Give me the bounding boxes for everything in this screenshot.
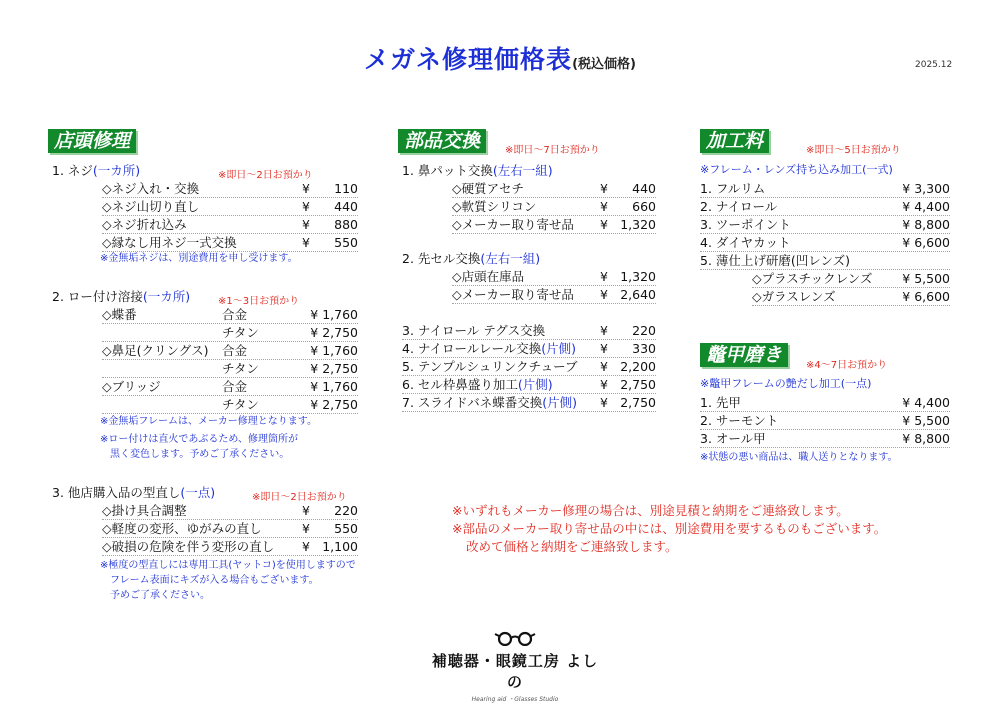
tento-s2-material: 合金 <box>222 379 248 394</box>
yen-sign: ¥ <box>600 287 608 302</box>
buhin-s2-row <box>452 268 656 286</box>
tento-s1-row <box>102 216 358 234</box>
buhin-list-text: 6. セル枠鼻盛り加工 <box>402 377 518 392</box>
buhin-s2-row <box>452 286 656 304</box>
tento-s2-row <box>102 360 358 378</box>
tento-s2-price: ¥ 1,760 <box>310 343 358 358</box>
note-3: 改めて価格と納期をご連絡致します。 <box>466 539 678 554</box>
tento-s2-price: ¥ 2,750 <box>310 325 358 340</box>
buhin-list-text: 5. テンプルシュリンクチューブ <box>402 359 578 374</box>
buhin-list-label <box>402 322 545 340</box>
tento-s3-price: 550 <box>334 521 358 536</box>
kakou-row <box>752 288 950 306</box>
buhin-list-label <box>402 376 553 394</box>
bekko-price: ¥ 4,400 <box>902 395 950 410</box>
tento-s2-foot2b: 黒く変色します。予めご了承ください。 <box>110 449 290 460</box>
buhin-s1-label: ◇硬質アセチ <box>452 181 524 196</box>
tento-s2-price: ¥ 2,750 <box>310 361 358 376</box>
tento-s2-foot1: ※金無垢フレームは、メーカー修理となります。 <box>100 416 317 427</box>
kakou-header: 加工料 <box>700 129 769 153</box>
kakou-label: ◇プラスチックレンズ <box>752 271 873 286</box>
buhin-list-paren: (片側) <box>517 377 553 392</box>
kakou-note: ※即日～5日お預かり <box>806 145 901 156</box>
buhin-list-paren: (片側) <box>542 395 578 410</box>
shop-name: 補聴器・眼鏡工房 よしの <box>431 652 599 691</box>
tento-header: 店頭修理 <box>48 129 136 153</box>
page-title <box>0 40 1000 76</box>
buhin-list-price: 2,200 <box>620 359 656 374</box>
buhin-s1-price: 1,320 <box>620 217 656 232</box>
tento-s2-label: ◇ブリッジ <box>102 379 161 394</box>
yen-sign: ¥ <box>600 395 608 410</box>
kakou-price: ¥ 5,500 <box>902 271 950 286</box>
kakou-row <box>700 180 950 198</box>
tento-s1-label: ◇ネジ山切り直し <box>102 199 200 214</box>
shop-subtitle: Hearing aid ・Glasses Studio <box>471 696 559 703</box>
buhin-s2-price: 2,640 <box>620 287 656 302</box>
glasses-icon <box>494 630 536 646</box>
yen-sign: ¥ <box>302 521 310 536</box>
tento-s2-row <box>102 306 358 324</box>
bekko-price: ¥ 5,500 <box>902 413 950 428</box>
tento-s2-material: 合金 <box>222 307 248 322</box>
tento-s1-label: ◇ネジ折れ込み <box>102 217 187 232</box>
buhin-list-label <box>402 358 577 376</box>
tento-s3-row <box>102 538 358 556</box>
tento-s2-price: ¥ 1,760 <box>310 379 358 394</box>
tento-s1-price: 110 <box>334 181 358 196</box>
bekko-label: 3. オール甲 <box>700 431 766 446</box>
tento-s3-label: ◇掛け具合調整 <box>102 503 187 518</box>
bekko-foot: ※状態の悪い商品は、職人送りとなります。 <box>700 452 898 463</box>
kakou-label: 2. ナイロール <box>700 199 778 214</box>
tento-s2-label: ◇鼻足(クリングス) <box>102 343 209 358</box>
shop-logo <box>430 630 600 703</box>
tento-s2-note: ※1～3日お預かり <box>218 296 300 307</box>
buhin-s1-row <box>452 216 656 234</box>
buhin-s2-title: 2. 先セル交換(左右一組) <box>402 251 541 266</box>
title-main: メガネ修理価格表 <box>364 45 573 74</box>
tento-s1-label: ◇縁なし用ネジ一式交換 <box>102 235 237 250</box>
tento-s1-foot: ※金無垢ネジは、別途費用を申し受けます。 <box>100 253 298 264</box>
buhin-s1-title: 1. 鼻パット交換(左右一組) <box>402 163 553 178</box>
buhin-s1-label: ◇メーカー取り寄せ品 <box>452 217 574 232</box>
tento-s2-price: ¥ 1,760 <box>310 307 358 322</box>
buhin-list-label <box>402 394 577 412</box>
kakou-sub: ※フレーム・レンズ持ち込み加工(一式) <box>700 163 893 176</box>
tento-s3-foot3: 予めご了承ください。 <box>110 590 210 601</box>
yen-sign: ¥ <box>600 359 608 374</box>
kakou-row <box>700 198 950 216</box>
kakou-label: 1. フルリム <box>700 181 766 196</box>
tento-s3-row <box>102 502 358 520</box>
yen-sign: ¥ <box>302 235 310 250</box>
yen-sign: ¥ <box>302 539 310 554</box>
bekko-label: 1. 先甲 <box>700 395 741 410</box>
tento-s1-price: 550 <box>334 235 358 250</box>
yen-sign: ¥ <box>600 341 608 356</box>
buhin-list-row <box>402 340 656 358</box>
kakou-label: ◇ガラスレンズ <box>752 289 836 304</box>
tento-s2-row <box>102 324 358 342</box>
buhin-header: 部品交換 <box>398 129 486 153</box>
kakou-price: ¥ 6,600 <box>902 235 950 250</box>
buhin-list-price: 330 <box>632 341 656 356</box>
tento-s1-row <box>102 180 358 198</box>
bekko-price: ¥ 8,800 <box>902 431 950 446</box>
tento-s1-label: ◇ネジ入れ・交換 <box>102 181 200 196</box>
title-sub: (税込価格) <box>572 57 636 72</box>
tento-s3-title: 3. 他店購入品の型直し(一点) <box>52 485 216 500</box>
buhin-s1-row <box>452 180 656 198</box>
tento-s2-row <box>102 396 358 414</box>
bekko-note: ※4～7日お預かり <box>806 360 888 371</box>
tento-s2-row <box>102 342 358 360</box>
tento-s2-label: ◇蝶番 <box>102 307 137 322</box>
buhin-list-price: 2,750 <box>620 377 656 392</box>
tento-s2-material: 合金 <box>222 343 248 358</box>
tento-s2-row <box>102 378 358 396</box>
kakou-price: ¥ 6,600 <box>902 289 950 304</box>
buhin-note: ※即日～7日お預かり <box>505 145 600 156</box>
tento-s2-material: チタン <box>222 397 259 412</box>
kakou-row <box>700 252 950 270</box>
yen-sign: ¥ <box>600 199 608 214</box>
buhin-list-text: 7. スライドバネ蝶番交換 <box>402 395 543 410</box>
buhin-list-row <box>402 394 656 412</box>
bekko-sub: ※鼈甲フレームの艶だし加工(一点) <box>700 377 872 390</box>
buhin-list-text: 4. ナイロールレール交換 <box>402 341 542 356</box>
kakou-price: ¥ 3,300 <box>902 181 950 196</box>
kakou-price: ¥ 4,400 <box>902 199 950 214</box>
note-2: ※部品のメーカー取り寄せ品の中には、別途費用を要するものもございます。 <box>452 521 887 536</box>
buhin-s1-row <box>452 198 656 216</box>
kakou-row <box>752 270 950 288</box>
buhin-s2-label: ◇店頭在庫品 <box>452 269 525 284</box>
yen-sign: ¥ <box>302 199 310 214</box>
kakou-label: 5. 薄仕上げ研磨(凹レンズ) <box>700 253 850 268</box>
kakou-label: 3. ツーポイント <box>700 217 791 232</box>
tento-s3-note: ※即日～2日お預かり <box>252 492 347 503</box>
tento-s3-label: ◇破損の危険を伴う変形の直し <box>102 539 275 554</box>
tento-s1-price: 880 <box>334 217 358 232</box>
tento-s3-foot2: フレーム表面にキズが入る場合もございます。 <box>110 575 319 586</box>
tento-s1-title: 1. ネジ(一カ所) <box>52 163 141 178</box>
kakou-row <box>700 234 950 252</box>
yen-sign: ¥ <box>600 269 608 284</box>
buhin-list-price: 2,750 <box>620 395 656 410</box>
tento-s2-material: チタン <box>222 325 259 340</box>
tento-s2-material: チタン <box>222 361 259 376</box>
kakou-label: 4. ダイヤカット <box>700 235 791 250</box>
issue-date: 2025.12 <box>915 60 953 70</box>
bekko-row <box>700 412 950 430</box>
yen-sign: ¥ <box>600 217 608 232</box>
buhin-s1-price: 660 <box>632 199 656 214</box>
buhin-s2-price: 1,320 <box>620 269 656 284</box>
buhin-list-price: 220 <box>632 323 656 338</box>
tento-s3-foot1: ※極度の型直しには専用工具(ヤットコ)を使用しますので <box>100 560 356 571</box>
tento-s3-row <box>102 520 358 538</box>
buhin-s2-label: ◇メーカー取り寄せ品 <box>452 287 574 302</box>
yen-sign: ¥ <box>600 377 608 392</box>
yen-sign: ¥ <box>600 323 608 338</box>
yen-sign: ¥ <box>302 181 310 196</box>
note-1: ※いずれもメーカー修理の場合は、別途見積と納期をご連絡致します。 <box>452 503 849 518</box>
buhin-s1-label: ◇軟質シリコン <box>452 199 537 214</box>
tento-s2-price: ¥ 2,750 <box>310 397 358 412</box>
tento-s3-price: 220 <box>334 503 358 518</box>
tento-s3-label: ◇軽度の変形、ゆがみの直し <box>102 521 262 536</box>
kakou-price: ¥ 8,800 <box>902 217 950 232</box>
tento-s1-row <box>102 234 358 252</box>
tento-s1-note: ※即日～2日お預かり <box>218 170 313 181</box>
yen-sign: ¥ <box>302 503 310 518</box>
tento-s1-price: 440 <box>334 199 358 214</box>
buhin-list-row <box>402 358 656 376</box>
buhin-list-label <box>402 340 576 358</box>
buhin-s1-price: 440 <box>632 181 656 196</box>
tento-s1-row <box>102 198 358 216</box>
yen-sign: ¥ <box>600 181 608 196</box>
tento-s3-price: 1,100 <box>322 539 358 554</box>
buhin-list-text: 3. ナイロール テグス交換 <box>402 323 546 338</box>
bekko-label: 2. サーモント <box>700 413 779 428</box>
buhin-list-row <box>402 376 656 394</box>
tento-s2-title: 2. ロー付け溶接(一カ所) <box>52 289 191 304</box>
yen-sign: ¥ <box>302 217 310 232</box>
bekko-row <box>700 430 950 448</box>
tento-s2-foot2a: ※ロー付けは直火であぶるため、修理箇所が <box>100 434 298 445</box>
buhin-list-row <box>402 322 656 340</box>
bekko-header: 鼈甲磨き <box>700 343 788 367</box>
kakou-row <box>700 216 950 234</box>
bekko-row <box>700 394 950 412</box>
buhin-list-paren: (片側) <box>541 341 576 356</box>
